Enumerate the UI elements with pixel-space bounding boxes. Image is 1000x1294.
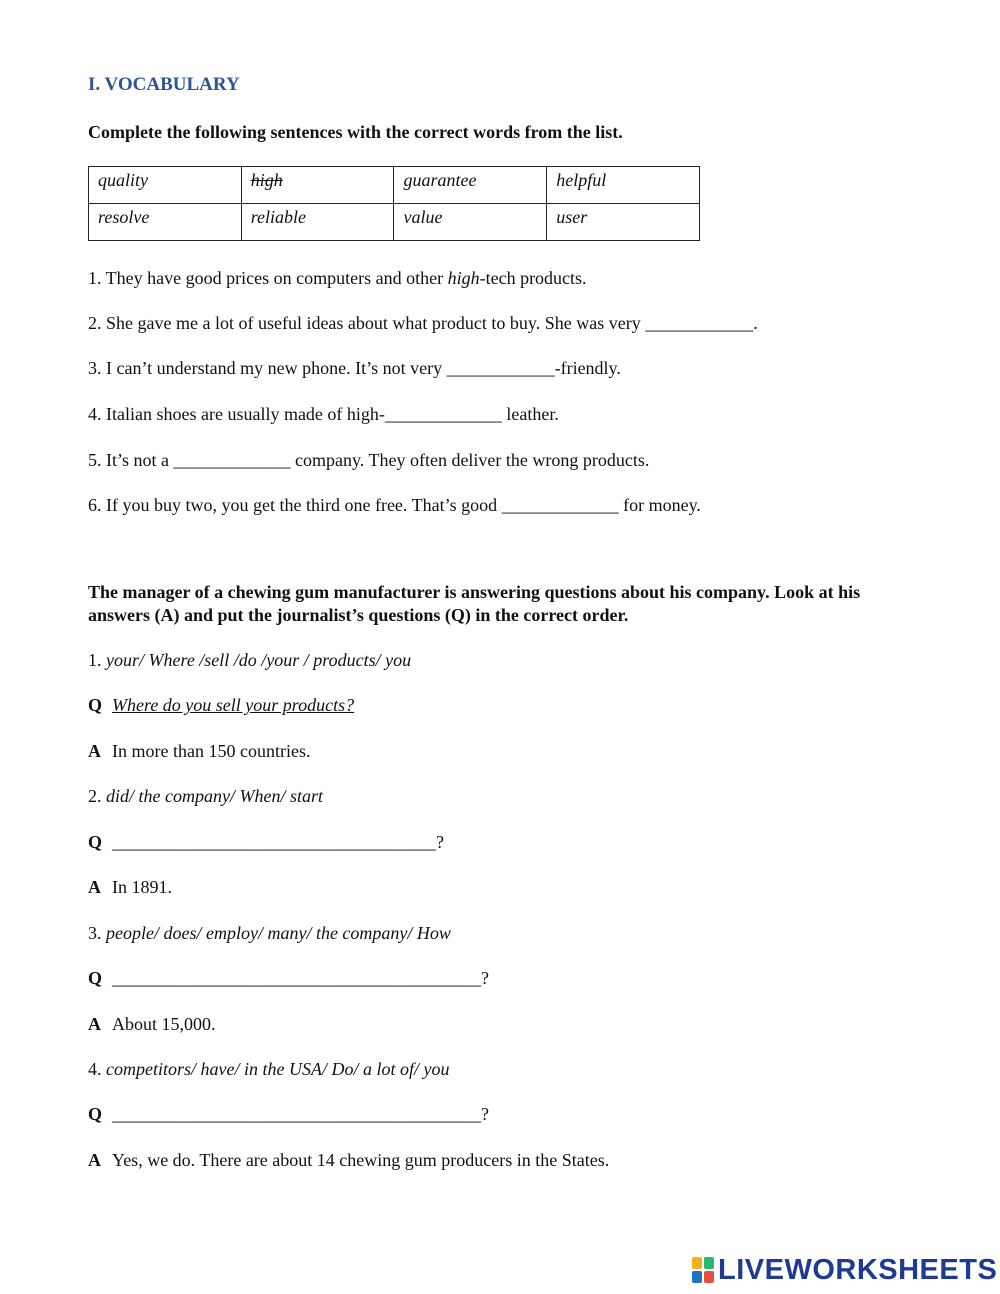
qa-question-4 <box>88 1103 489 1125</box>
sentence-italic-word: high <box>447 268 480 288</box>
item-number: 3. <box>88 923 106 943</box>
vocab-sentence-3: 3. I can’t understand my new phone. It’s not very ____________-friendly. <box>88 358 621 378</box>
qa-answer-4 <box>88 1149 609 1171</box>
q-label: Q <box>88 832 103 852</box>
word-cell: value <box>394 204 547 241</box>
qa-question-3 <box>88 967 489 989</box>
word-cell: resolve <box>89 204 242 241</box>
answer-text: In 1891. <box>112 877 172 897</box>
table-row <box>89 204 700 241</box>
qa-prompt-2 <box>88 785 323 807</box>
word-cell: helpful <box>547 167 700 204</box>
answer-text: Yes, we do. There are about 14 chewing gum producers in the States. <box>112 1150 610 1170</box>
vocab-sentence-4: 4. Italian shoes are usually made of high-_____________ leather. <box>88 404 559 424</box>
sentence-text: 1. They have good prices on computers and other <box>88 268 448 288</box>
table-row <box>89 167 700 204</box>
a-label: A <box>88 1014 101 1034</box>
q-label: Q <box>88 695 103 715</box>
word-cell-struck: high <box>241 167 394 204</box>
logo-square-icon <box>692 1271 702 1283</box>
answer-text: In more than 150 countries. <box>112 741 311 761</box>
item-number: 4. <box>88 1059 106 1079</box>
logo-square-icon <box>704 1257 714 1269</box>
instruction-vocabulary: Complete the following sentences with the correct words from the list. <box>88 122 623 142</box>
qa-question-2 <box>88 831 444 853</box>
qa-question-1 <box>88 694 354 716</box>
question-blank[interactable]: _________________________________________? <box>112 1104 489 1124</box>
q-label: Q <box>88 1104 103 1124</box>
qa-prompt-3 <box>88 922 451 944</box>
instruction-questions: The manager of a chewing gum manufacturer is answering questions about his company. Look at his answers (A) and put the journalist’s questions (Q) in the correct order. <box>88 582 861 625</box>
scrambled-prompt: competitors/ have/ in the USA/ Do/ a lot of/ you <box>106 1059 450 1079</box>
qa-answer-2 <box>88 876 172 898</box>
scrambled-prompt: your/ Where /sell /do /your / products/ you <box>106 650 412 670</box>
question-blank[interactable]: ____________________________________? <box>112 832 444 852</box>
vocab-sentence-1 <box>88 267 587 289</box>
sentence-text: -tech products. <box>479 268 587 288</box>
item-number: 2. <box>88 786 106 806</box>
qa-answer-3 <box>88 1013 216 1035</box>
word-cell: reliable <box>241 204 394 241</box>
word-cell: quality <box>89 167 242 204</box>
word-cell: guarantee <box>394 167 547 204</box>
logo-text: LIVEWORKSHEETS <box>718 1253 998 1286</box>
qa-prompt-1 <box>88 649 411 671</box>
logo-square-icon <box>692 1257 702 1269</box>
a-label: A <box>88 877 101 897</box>
q-label: Q <box>88 968 103 988</box>
logo-square-icon <box>704 1271 714 1283</box>
liveworksheets-logo-icon <box>692 1257 714 1283</box>
liveworksheets-logo[interactable] <box>692 1255 997 1285</box>
item-number: 1. <box>88 650 106 670</box>
word-cell: user <box>547 204 700 241</box>
qa-answer-1 <box>88 740 310 762</box>
vocab-sentence-2: 2. She gave me a lot of useful ideas about what product to buy. She was very ____________. <box>88 313 758 333</box>
qa-prompt-4 <box>88 1058 449 1080</box>
scrambled-prompt: did/ the company/ When/ start <box>106 786 323 806</box>
question-blank[interactable]: _________________________________________? <box>112 968 489 988</box>
a-label: A <box>88 1150 101 1170</box>
a-label: A <box>88 741 101 761</box>
example-question: Where do you sell your products? <box>112 695 355 715</box>
section-title: I. VOCABULARY <box>88 74 240 95</box>
answer-text: About 15,000. <box>112 1014 216 1034</box>
word-list-table <box>88 166 700 241</box>
vocab-sentence-6: 6. If you buy two, you get the third one free. That’s good _____________ for money. <box>88 495 701 515</box>
vocab-sentence-5: 5. It’s not a _____________ company. They often deliver the wrong products. <box>88 450 650 470</box>
scrambled-prompt: people/ does/ employ/ many/ the company/ How <box>106 923 451 943</box>
